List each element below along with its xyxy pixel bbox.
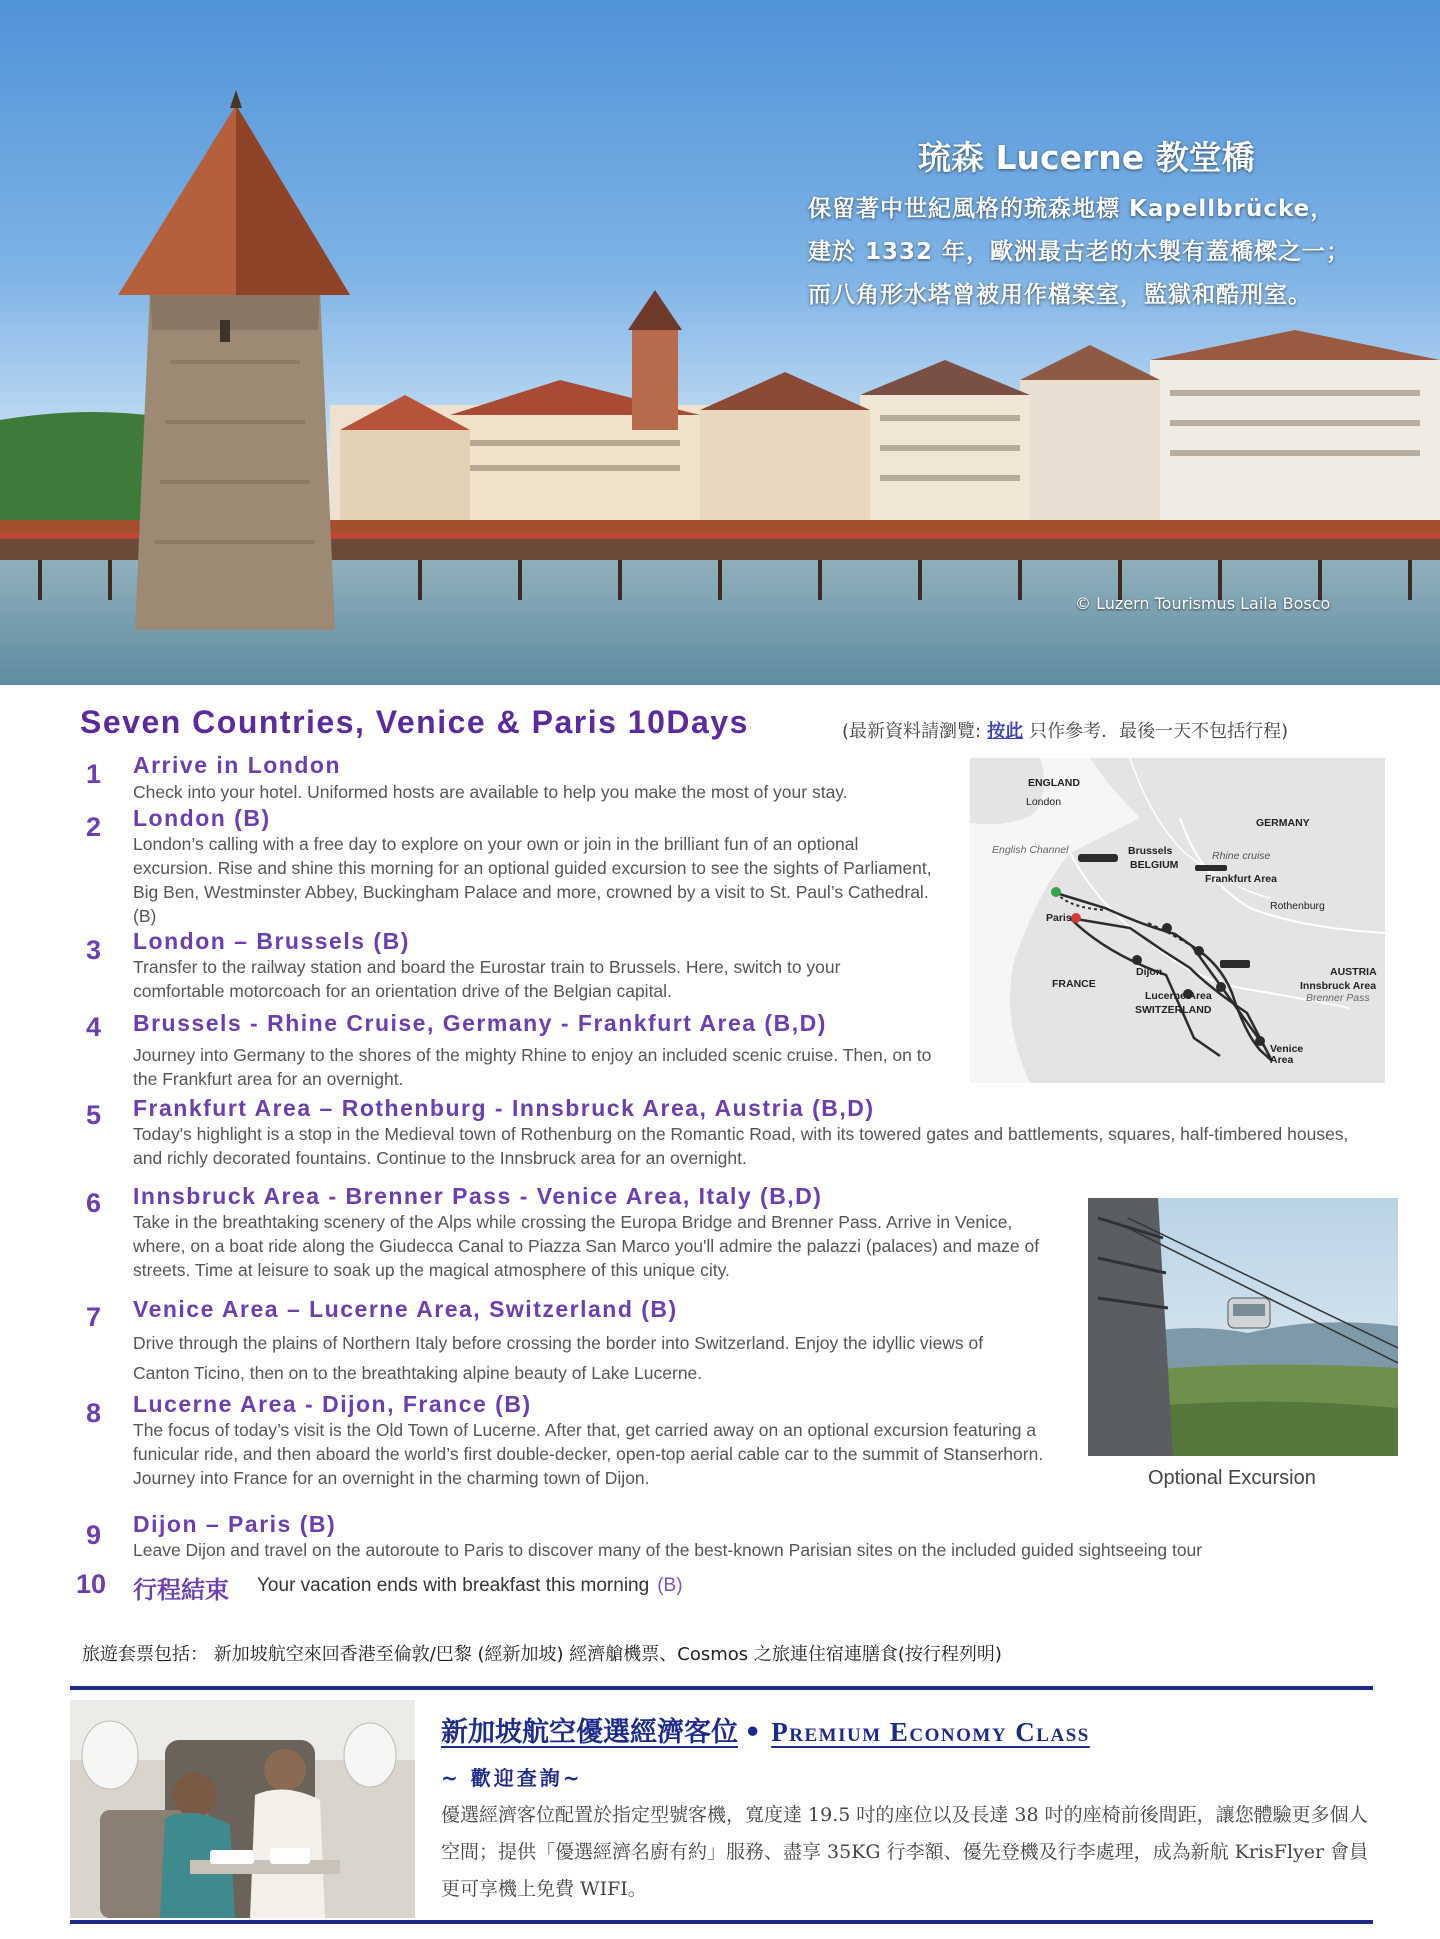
divider xyxy=(70,1686,1373,1690)
map-label-innsbruck: Innsbruck Area xyxy=(1300,980,1377,992)
map-label-rhine: Rhine cruise xyxy=(1212,850,1271,862)
day-description: The focus of today’s visit is the Old Town of Lucerne. After that, get carried away on an optional excursion featuring a funicular ride, and then aboard the world’s first double-decker, open-top aerial cable car to the summit of Stanserhorn. Journey into France for an overnight in the charming town of Dijon. xyxy=(133,1420,1044,1488)
day-number: 5 xyxy=(86,1100,102,1130)
premium-economy-title xyxy=(441,1710,1090,1749)
map-label-rothenburg: Rothenburg xyxy=(1270,900,1325,912)
premium-description: 優選經濟客位配置於指定型號客機，寬度達 19.5 吋的座位以及長達 38 吋的座椅前後間距，讓您體驗更多個人空間；提供「優選經濟名廚有約」服務、盡享 35KG 行李額、優先登機及行李處理，成為新航 KrisFlyer 會員更可享機上免費 WIFI。 xyxy=(441,1804,1369,1900)
day-number: 9 xyxy=(86,1520,102,1550)
day-description: Take in the breathtaking scenery of the Alps while crossing the Europa Bridge and Brenner Pass. Arrive in Venice, where, on a boat ride along the Giudecca Canal to Piazza San Marco you'll admire the palazzi (palaces) and maze of streets. Time at leisure to soak up the magical atmosphere of this unique city. xyxy=(133,1212,1040,1280)
day-number: 6 xyxy=(86,1188,102,1218)
tour-note xyxy=(842,717,1288,743)
divider xyxy=(70,1920,1373,1924)
hero-photo xyxy=(0,0,1440,685)
map-label-switzerland: SWITZERLAND xyxy=(1135,1004,1212,1016)
map-label-lucerne: Lucerne Area xyxy=(1145,990,1212,1002)
hero-title: 琉森 Lucerne 教堂橋 xyxy=(918,138,1255,177)
day-description: Leave Dijon and travel on the autoroute to Paris to discover many of the best-known Parisian sites on the included guided sightseeing tour xyxy=(133,1540,1203,1560)
day-number: 4 xyxy=(86,1012,102,1042)
day-title: Arrive in London xyxy=(133,752,341,778)
day-description: Check into your hotel. Uniformed hosts are available to help you make the most of your stay. xyxy=(133,782,848,802)
day-number: 1 xyxy=(86,759,102,789)
day10-text: Your vacation ends with breakfast this morning xyxy=(257,1575,650,1596)
day-title: Brussels - Rhine Cruise, Germany - Frankfurt Area (B,D) xyxy=(133,1010,827,1036)
day10-meal: (B) xyxy=(657,1575,683,1596)
tour-note-suffix: 只作參考．最後一天不包括行程) xyxy=(1029,721,1289,742)
premium-title-separator: • xyxy=(744,1717,762,1748)
details-link[interactable]: 按此 xyxy=(987,721,1024,742)
day-title: Innsbruck Area - Brenner Pass - Venice Area, Italy (B,D) xyxy=(133,1183,823,1209)
day-description: Drive through the plains of Northern Italy before crossing the border into Switzerland. Enjoy the idyllic views of Canton Ticino, then on to the breathtaking alpine beauty of Lake Lucerne. xyxy=(133,1333,984,1383)
day-description: Today's highlight is a stop in the Medieval town of Rothenburg on the Romantic Road, with its towered gates and battlements, squares, half-timbered houses, and richly decorated fountains. Continue to the Innsbruck area for an overnight. xyxy=(133,1124,1349,1168)
day-description: London’s calling with a free day to explore on your own or join in the brilliant fun of an optional excursion. Rise and shine this morning for an optional guided excursion to see the sights of Parliament, Big Ben, Westminster Abbey, Buckingham Palace and more, crowned by a visit to St. Paul’s Cathedral. (B) xyxy=(133,834,932,926)
hero-caption-line: 建於 1332 年，歐洲最古老的木製有蓋橋樑之一； xyxy=(808,239,1351,265)
tour-note-prefix: (最新資料請瀏覽: xyxy=(842,721,982,742)
map-label-paris: Paris xyxy=(1046,912,1072,924)
map-label-london: London xyxy=(1026,796,1062,808)
day-number: 3 xyxy=(86,935,102,965)
hero-caption-line: 保留著中世紀風格的琉森地標 Kapellbrücke， xyxy=(808,196,1335,222)
map-label-channel: English Channel xyxy=(992,844,1069,856)
tour-title: Seven Countries, Venice & Paris 10Days xyxy=(80,704,749,740)
map-label-brussels: Brussels xyxy=(1128,845,1173,857)
premium-welcome: ~ 歡迎查詢~ xyxy=(441,1766,583,1790)
day-title: 行程結束 xyxy=(133,1576,229,1604)
route-map xyxy=(970,758,1385,1083)
day-number: 7 xyxy=(86,1302,102,1332)
day-title: Venice Area – Lucerne Area, Switzerland (B) xyxy=(133,1296,678,1322)
map-label-belgium: BELGIUM xyxy=(1130,859,1179,871)
map-label-frankfurt: Frankfurt Area xyxy=(1205,873,1277,885)
premium-economy-photo xyxy=(70,1700,415,1918)
day-description: Transfer to the railway station and board the Eurostar train to Brussels. Here, switch to your comfortable motorcoach for an orientation drive of the Belgian capital. xyxy=(133,957,841,1001)
day-number: 8 xyxy=(86,1398,102,1428)
premium-title-en: Premium Economy Class xyxy=(771,1717,1090,1747)
photo-credit: © Luzern Tourismus Laila Bosco xyxy=(1075,594,1331,613)
map-label-england: ENGLAND xyxy=(1028,777,1080,789)
day-title: London (B) xyxy=(133,805,271,831)
map-label-germany: GERMANY xyxy=(1256,817,1310,829)
day-description xyxy=(257,1575,683,1597)
chapel-bridge-illustration xyxy=(0,0,1440,685)
day-number: 2 xyxy=(86,812,102,842)
optional-excursion-caption: Optional Excursion xyxy=(1148,1467,1316,1489)
day-title: London – Brussels (B) xyxy=(133,928,410,954)
day-title: Lucerne Area - Dijon, France (B) xyxy=(133,1391,532,1417)
map-label-brenner: Brenner Pass xyxy=(1306,992,1370,1004)
day-description: Journey into Germany to the shores of the mighty Rhine to enjoy an included scenic cruise. Then, on to the Frankfurt area for an overnight. xyxy=(133,1045,932,1089)
day-title: Dijon – Paris (B) xyxy=(133,1511,337,1537)
day-title: Frankfurt Area – Rothenburg - Innsbruck Area, Austria (B,D) xyxy=(133,1095,875,1121)
map-label-venice: Venice xyxy=(1270,1043,1304,1055)
premium-title-zh: 新加坡航空優選經濟客位 xyxy=(441,1717,738,1748)
day-number: 10 xyxy=(76,1569,107,1599)
hero-caption-line: 而八角形水塔曾被用作檔案室，監獄和酷刑室。 xyxy=(808,282,1312,308)
map-label-france: FRANCE xyxy=(1052,978,1096,990)
map-label-venice-area: Area xyxy=(1270,1054,1294,1066)
package-includes: 旅遊套票包括： 新加坡航空來回香港至倫敦/巴黎 (經新加坡) 經濟艙機票、Cosmos 之旅連住宿連膳食(按行程列明) xyxy=(82,1644,1002,1665)
map-label-dijon: Dijon xyxy=(1136,966,1163,978)
map-label-austria: AUSTRIA xyxy=(1330,966,1377,978)
optional-excursion-photo xyxy=(1088,1198,1398,1456)
